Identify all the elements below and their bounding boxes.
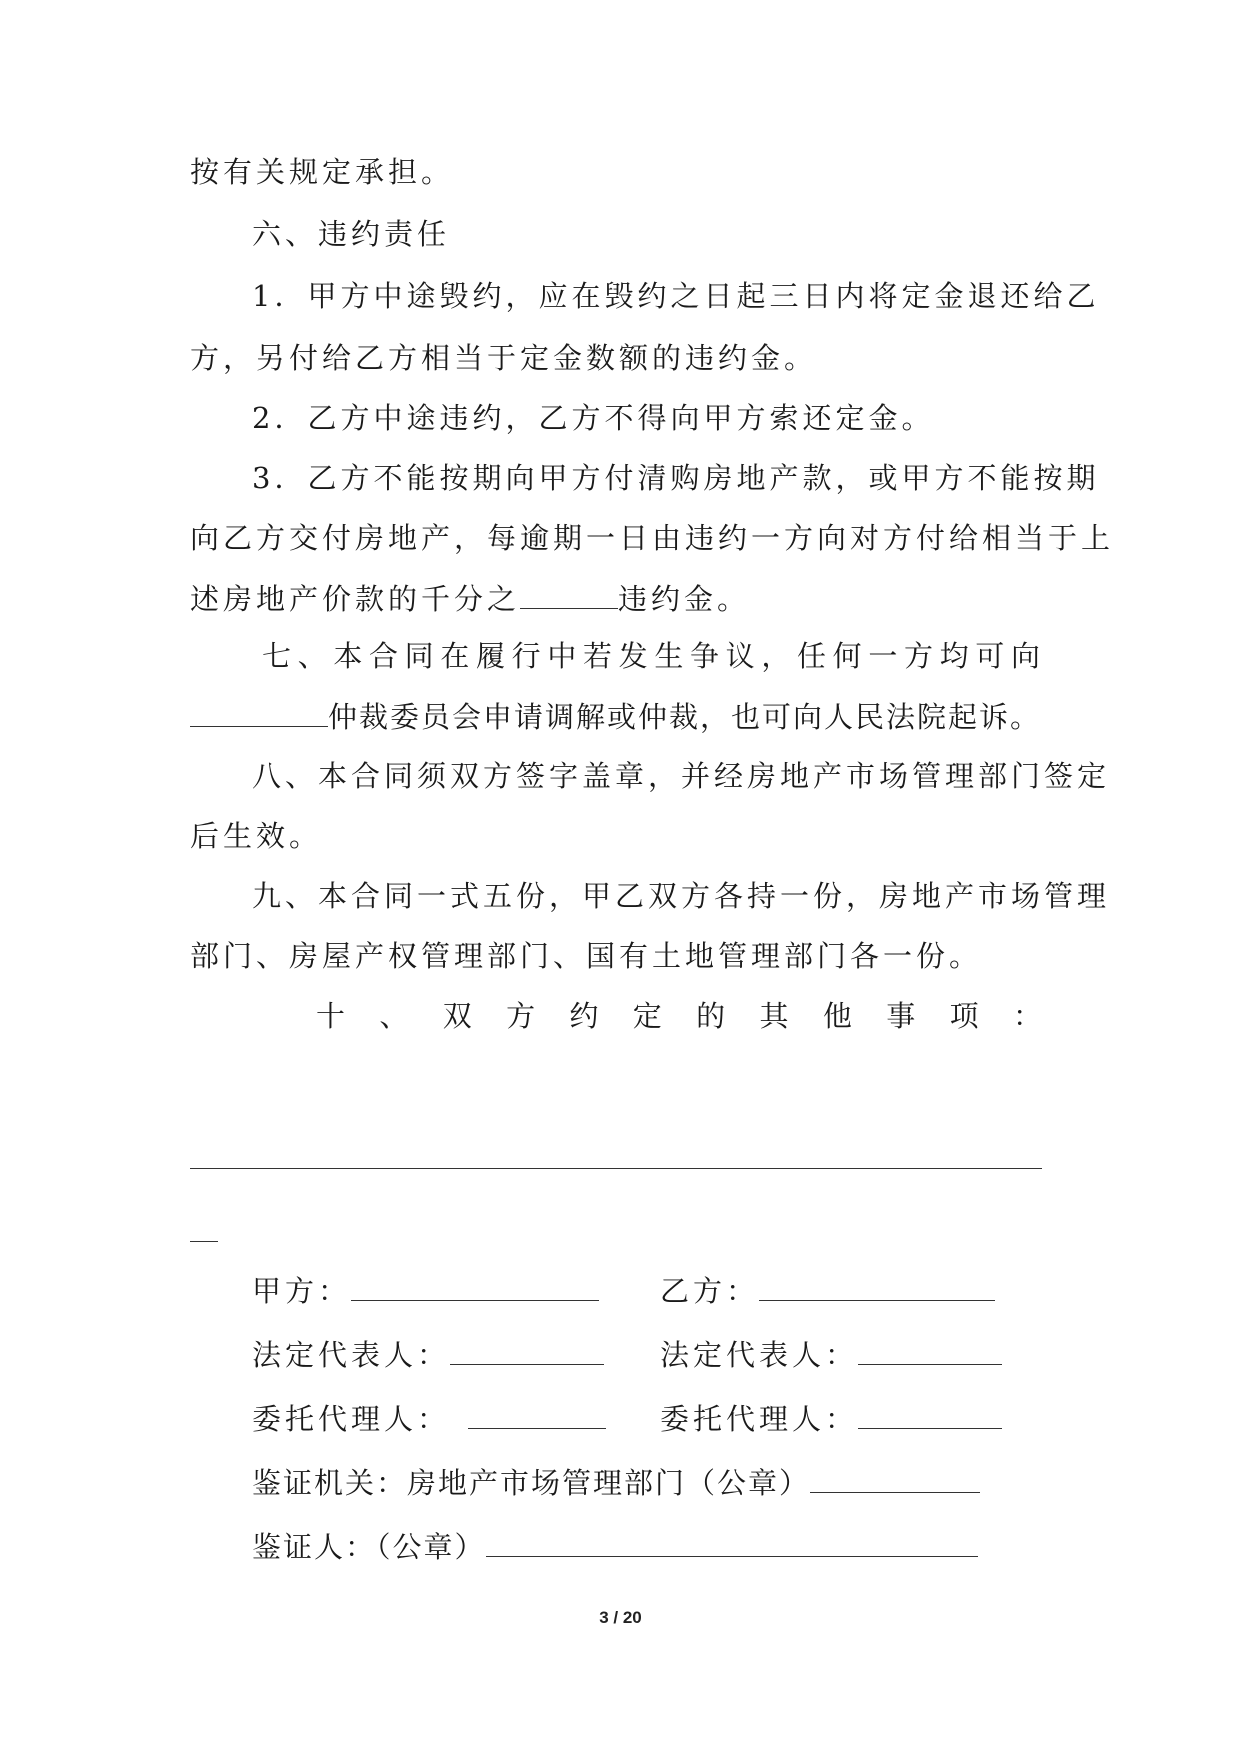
legal-rep-a-blank bbox=[450, 1334, 604, 1365]
paragraph-line: 后生效。 bbox=[190, 819, 323, 853]
agent-a-row bbox=[252, 1398, 606, 1439]
authority-blank bbox=[810, 1462, 980, 1493]
legal-rep-a-label: 法定代表人： bbox=[252, 1338, 451, 1372]
line-text: 述房地产价款的千分之 bbox=[190, 582, 521, 616]
section-heading-signing: 八、本合同须双方签字盖章，并经房地产市场管理部门签定 bbox=[252, 759, 1111, 793]
legal-rep-b-blank bbox=[858, 1334, 1002, 1365]
verifier-row bbox=[252, 1526, 978, 1567]
legal-rep-a-row bbox=[252, 1334, 604, 1375]
party-a-row bbox=[252, 1270, 599, 1311]
agent-b-blank bbox=[858, 1398, 1002, 1429]
section-heading-dispute: 七、本合同在履行中若发生争议，任何一方均可向 bbox=[262, 639, 1040, 673]
blank-field bbox=[190, 696, 328, 727]
paragraph-line: 部门、房屋产权管理部门、国有土地管理部门各一份。 bbox=[190, 939, 983, 973]
section-heading-breach: 六、违约责任 bbox=[252, 217, 451, 251]
paragraph-line: 3．乙方不能按期向甲方付清购房地产款，或甲方不能按期 bbox=[252, 461, 1100, 495]
agent-a-blank bbox=[468, 1398, 606, 1429]
blank-field bbox=[520, 578, 618, 609]
party-b-blank bbox=[759, 1270, 995, 1301]
party-a-blank bbox=[351, 1270, 599, 1301]
line-text: 仲裁委员会申请调解或仲裁，也可向人民法院起诉。 bbox=[328, 700, 1042, 734]
section-heading-copies: 九、本合同一式五份，甲乙双方各持一份，房地产市场管理 bbox=[252, 879, 1111, 913]
party-b-row bbox=[660, 1270, 995, 1311]
paragraph-line: 1．甲方中途毁约，应在毁约之日起三日内将定金退还给乙 bbox=[252, 279, 1100, 313]
blank-line-long bbox=[190, 1168, 1042, 1169]
paragraph-line-with-blank bbox=[190, 578, 1050, 619]
paragraph-line: 按有关规定承担。 bbox=[190, 155, 455, 189]
section-heading-other-matters: 十、双方约定的其他事项： bbox=[316, 999, 1042, 1033]
verifier-label: 鉴证人：（公章） bbox=[252, 1530, 486, 1564]
paragraph-line: 2．乙方中途违约，乙方不得向甲方索还定金。 bbox=[252, 401, 935, 435]
paragraph-line: 方，另付给乙方相当于定金数额的违约金。 bbox=[190, 341, 818, 375]
paragraph-line-with-blank bbox=[190, 696, 1050, 737]
line-text: 违约金。 bbox=[618, 582, 751, 616]
party-b-label: 乙方： bbox=[660, 1274, 760, 1308]
blank-line-short bbox=[190, 1241, 218, 1242]
agent-b-label: 委托代理人： bbox=[660, 1402, 859, 1436]
legal-rep-b-label: 法定代表人： bbox=[660, 1338, 859, 1372]
authority-row bbox=[252, 1462, 980, 1503]
party-a-label: 甲方： bbox=[252, 1274, 352, 1308]
page-number: 3 / 20 bbox=[599, 1608, 642, 1627]
verifier-blank bbox=[486, 1526, 978, 1557]
agent-a-label: 委托代理人： bbox=[252, 1402, 451, 1436]
paragraph-line: 向乙方交付房地产，每逾期一日由违约一方向对方付给相当于上 bbox=[190, 521, 1115, 555]
authority-label: 鉴证机关：房地产市场管理部门（公章） bbox=[252, 1466, 811, 1500]
agent-b-row bbox=[660, 1398, 1002, 1439]
legal-rep-b-row bbox=[660, 1334, 1002, 1375]
